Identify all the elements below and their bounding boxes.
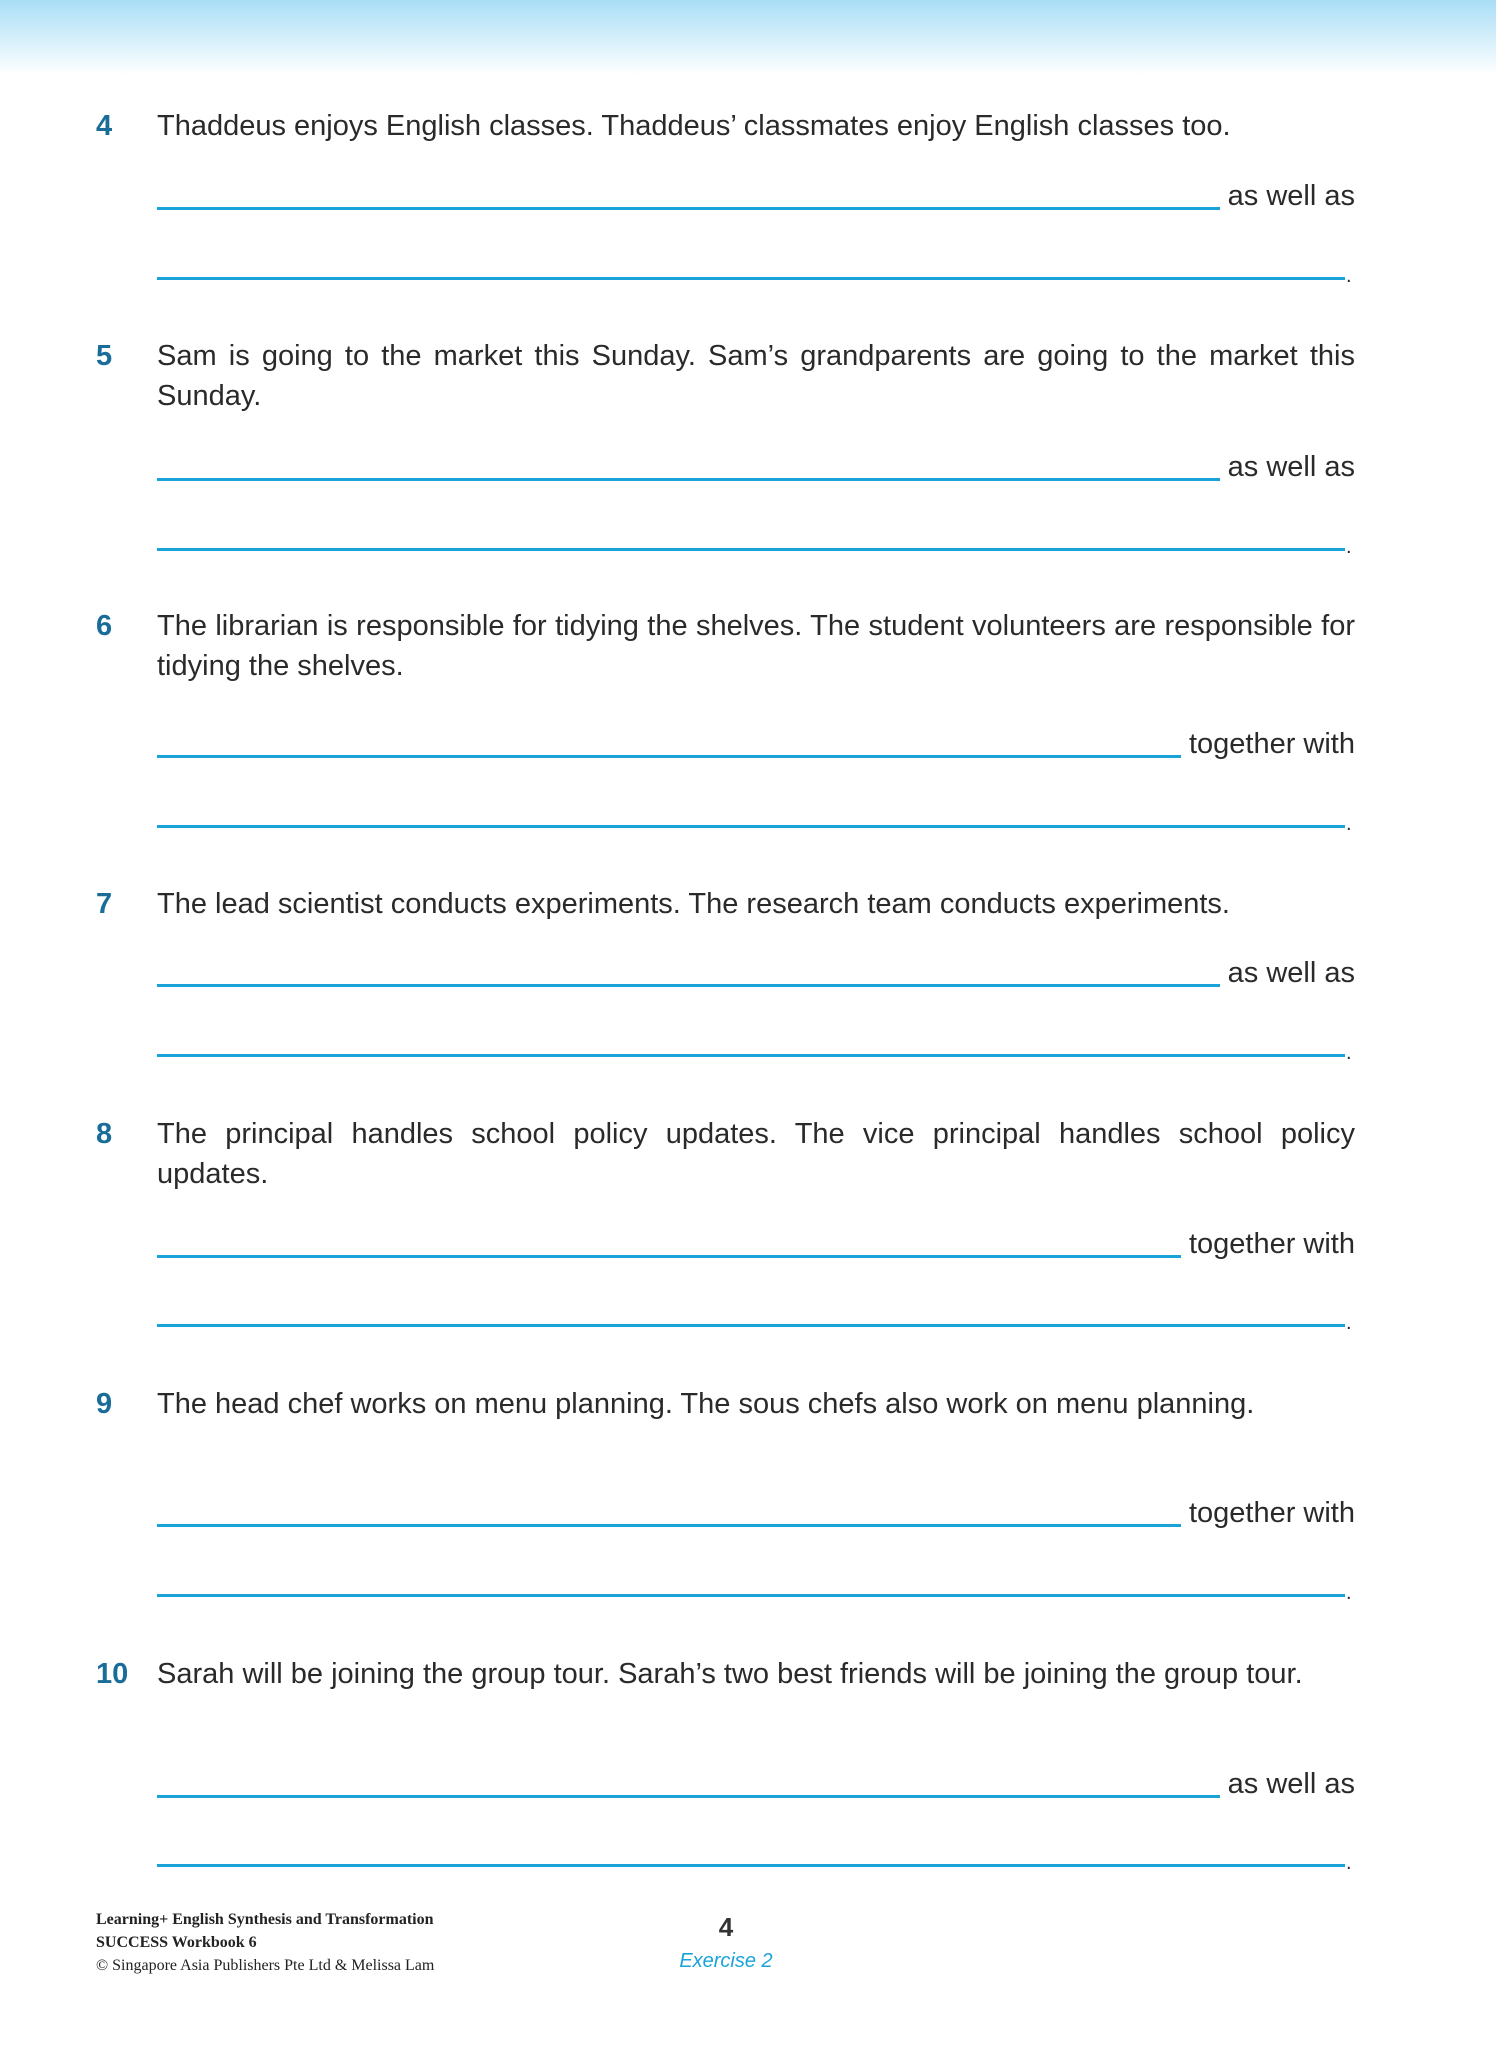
answer-blank[interactable] bbox=[157, 755, 1181, 758]
question-text: Sarah will be joining the group tour. Sarah’s two best friends will be joining the group tour. bbox=[157, 1658, 1303, 1690]
question-text: The principal handles school policy updates. The vice principal handles school policy updates. bbox=[157, 1118, 1355, 1190]
question-number: 9 bbox=[96, 1388, 113, 1420]
connector-label: together with bbox=[1188, 728, 1355, 760]
connector-label: as well as bbox=[1227, 1768, 1355, 1800]
answer-row-1 bbox=[157, 1764, 1355, 1804]
question-text: Thaddeus enjoys English classes. Thaddeus’ classmates enjoy English classes too. bbox=[157, 110, 1231, 142]
full-stop: . bbox=[1346, 1582, 1352, 1604]
question-text: Sam is going to the market this Sunday. Sam’s grandparents are going to the market this Sunday. bbox=[157, 340, 1355, 412]
question-number: 7 bbox=[96, 888, 113, 920]
question-text: The librarian is responsible for tidying the shelves. The student volunteers are responsible for tidying the shelves. bbox=[157, 610, 1355, 682]
answer-blank[interactable] bbox=[157, 478, 1220, 481]
copyright: © Singapore Asia Publishers Pte Ltd & Melissa Lam bbox=[96, 1957, 435, 1974]
question-number: 4 bbox=[96, 110, 113, 142]
answer-blank[interactable] bbox=[157, 1795, 1220, 1798]
answer-blank[interactable] bbox=[157, 1524, 1181, 1527]
answer-row-2 bbox=[157, 1563, 1355, 1603]
answer-row-2 bbox=[157, 517, 1355, 557]
answer-row-2 bbox=[157, 246, 1355, 286]
question-number: 8 bbox=[96, 1118, 113, 1150]
answer-row-1 bbox=[157, 447, 1355, 487]
answer-row-2 bbox=[157, 1293, 1355, 1333]
answer-blank[interactable] bbox=[157, 1864, 1345, 1867]
answer-row-2 bbox=[157, 794, 1355, 834]
answer-row-2 bbox=[157, 1023, 1355, 1063]
footer-credits bbox=[96, 1908, 434, 1977]
exercise-label: Exercise 2 bbox=[679, 1950, 773, 1972]
book-title: SUCCESS Workbook 6 bbox=[96, 1934, 257, 1951]
answer-blank[interactable] bbox=[157, 548, 1345, 551]
question-number: 5 bbox=[96, 340, 113, 372]
page-number: 4 bbox=[718, 1912, 734, 1942]
question-text: The lead scientist conducts experiments. The research team conducts experiments. bbox=[157, 888, 1230, 920]
connector-label: as well as bbox=[1227, 451, 1355, 483]
answer-blank[interactable] bbox=[157, 1594, 1345, 1597]
answer-row-1 bbox=[157, 724, 1355, 764]
question-text: The head chef works on menu planning. The sous chefs also work on menu planning. bbox=[157, 1388, 1255, 1420]
answer-blank[interactable] bbox=[157, 277, 1345, 280]
full-stop: . bbox=[1346, 1312, 1352, 1334]
answer-blank[interactable] bbox=[157, 1054, 1345, 1057]
connector-label: as well as bbox=[1227, 957, 1355, 989]
answer-blank[interactable] bbox=[157, 1324, 1345, 1327]
answer-row-2 bbox=[157, 1833, 1355, 1873]
answer-blank[interactable] bbox=[157, 1255, 1181, 1258]
full-stop: . bbox=[1346, 536, 1352, 558]
book-series: Learning+ English Synthesis and Transformation bbox=[96, 1911, 434, 1928]
answer-row-1 bbox=[157, 176, 1355, 216]
full-stop: . bbox=[1346, 265, 1352, 287]
connector-label: together with bbox=[1188, 1228, 1355, 1260]
full-stop: . bbox=[1346, 1852, 1352, 1874]
full-stop: . bbox=[1346, 1042, 1352, 1064]
answer-blank[interactable] bbox=[157, 825, 1345, 828]
question-number: 6 bbox=[96, 610, 113, 642]
full-stop: . bbox=[1346, 813, 1352, 835]
answer-row-1 bbox=[157, 953, 1355, 993]
connector-label: together with bbox=[1188, 1497, 1355, 1529]
question-number: 10 bbox=[96, 1658, 129, 1690]
connector-label: as well as bbox=[1227, 180, 1355, 212]
answer-blank[interactable] bbox=[157, 207, 1220, 210]
header-band bbox=[0, 0, 1496, 75]
answer-blank[interactable] bbox=[157, 984, 1220, 987]
answer-row-1 bbox=[157, 1224, 1355, 1264]
answer-row-1 bbox=[157, 1493, 1355, 1533]
